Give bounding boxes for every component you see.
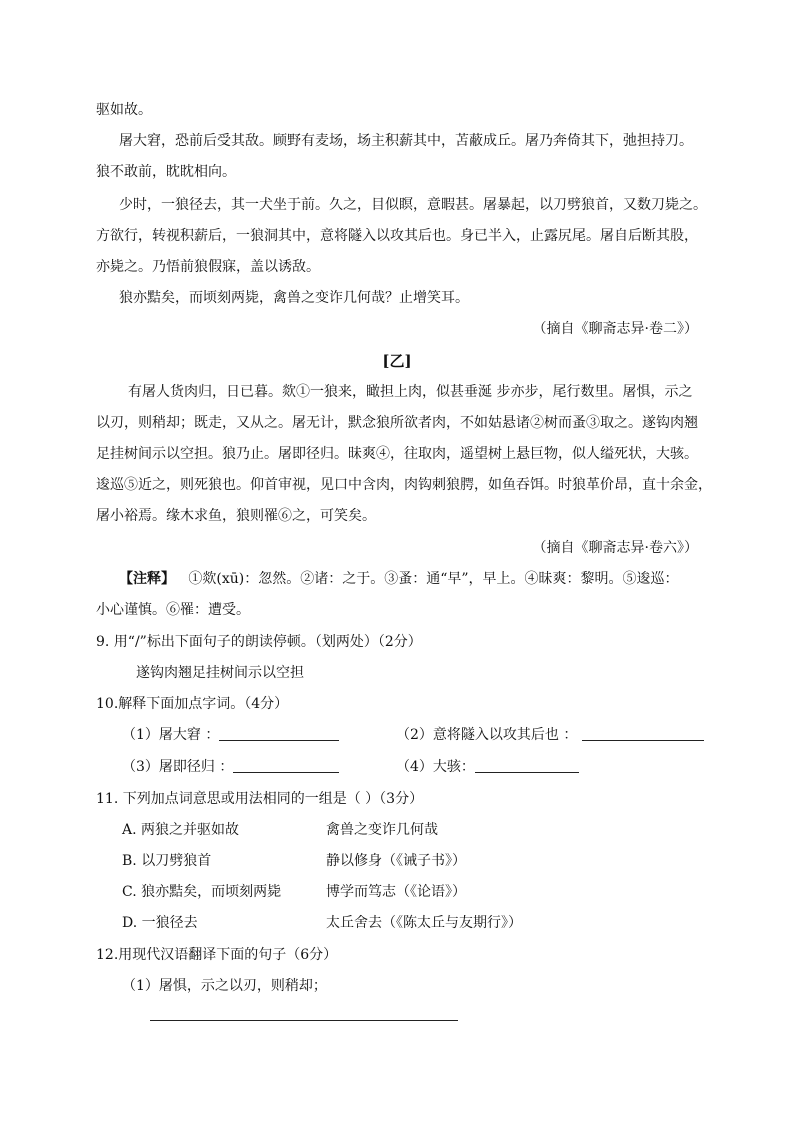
question-11-option (0, 852, 794, 872)
question-10-item (396, 726, 704, 744)
option-right: 禽兽之变诈几何哉 (326, 822, 438, 838)
option-right: 太丘舍去（《陈太丘与友期行》） (326, 915, 522, 931)
answer-blank[interactable] (219, 726, 339, 741)
passage-b-line: 屠小裕焉。缘木求鱼，狼则罹⑥之，可笑矣。 (96, 508, 376, 524)
answer-blank[interactable] (475, 758, 579, 773)
question-10-item (396, 758, 579, 776)
question-10-item-label: （4）大骇： (396, 759, 475, 775)
answer-blank[interactable] (582, 726, 704, 741)
option-left: D. 一狼径去 (122, 915, 198, 931)
question-10-item (122, 758, 339, 776)
passage-b-heading: [乙] (382, 352, 412, 370)
answer-blank[interactable] (233, 758, 339, 773)
notes-line: 小心谨慎。⑥罹：遭受。 (96, 602, 250, 618)
question-11-option (0, 821, 794, 841)
passage-b-line: 足挂树间示以空担。狼乃止。屠即径归。昧爽④，往取肉，遥望树上悬巨物，似人缢死状，大骇。 (96, 446, 698, 462)
passage-a-line: 狼不敢前，眈眈相向。 (96, 164, 236, 180)
passage-b-line: 逡巡⑤近之，则死狼也。仰首审视，见口中含肉，肉钩刺狼腭，如鱼吞饵。时狼革价昂，直十余金， (96, 477, 712, 493)
question-10-item-label: （2）意将隧入以攻其后也 ： (396, 727, 578, 743)
passage-a-source: （摘自《聊斋志异·卷二》） (532, 321, 698, 337)
question-10-item-label: （3）屠即径归 ： (122, 759, 234, 775)
question-10-prompt: 10.解释下面加点字词。（4分） (96, 696, 289, 712)
question-9-sentence: 遂钩肉翘足挂树间示以空担 (136, 665, 304, 681)
passage-a-line: 驱如故。 (96, 102, 152, 118)
notes-text: ①欻(xū)：忽然。②诸：之于。③蚤：通“早”，早上。④昧爽：黎明。⑤逡巡： (188, 571, 679, 587)
question-11-prompt: 11. 下列加点词意思或用法相同的一组是（ ）（3分） (96, 791, 424, 807)
question-12-prompt: 12.用现代汉语翻译下面的句子（6分） (96, 947, 338, 963)
question-10-row (0, 758, 794, 778)
question-11-option (0, 914, 794, 934)
question-10-item-label: （1）屠大窘 ： (122, 727, 220, 743)
notes-line (119, 570, 679, 588)
option-left: B. 以刀劈狼首 (122, 853, 212, 869)
question-10-item (122, 726, 339, 744)
option-right: 博学而笃志（《论语》） (326, 884, 466, 900)
passage-a-line: 狼亦黠矣，而顷刻两毙，禽兽之变诈几何哉？止增笑耳。 (119, 290, 469, 306)
passage-a-line: 亦毙之。乃悟前狼假寐，盖以诱敌。 (96, 259, 320, 275)
answer-line[interactable] (150, 1020, 458, 1021)
question-10-row (0, 726, 794, 746)
question-11-option (0, 883, 794, 903)
option-right: 静以修身（《诫子书》） (326, 853, 466, 869)
passage-b-source: （摘自《聊斋志异·卷六》） (532, 540, 698, 556)
passage-a-line: 方欲行，转视积薪后，一狼洞其中，意将隧入以攻其后也。身已半入，止露尻尾。屠自后断其股， (96, 228, 698, 244)
passage-b-line: 以刃，则稍却；既走，又从之。屠无计，默念狼所欲者肉，不如姑悬诸②树而蚤③取之。遂钩肉翘 (96, 415, 698, 431)
question-12-item: （1）屠惧，示之以刃，则稍却； (122, 978, 327, 994)
option-left: C. 狼亦黠矣，而顷刻两毙 (122, 884, 282, 900)
passage-a-line: 屠大窘，恐前后受其敌。顾野有麦场，场主积薪其中，苫蔽成丘。屠乃奔倚其下，弛担持刀。 (119, 133, 693, 149)
question-9-prompt: 9. 用“/”标出下面句子的朗读停顿。（划两处）（2分） (96, 634, 422, 650)
passage-b-line: 有屠人货肉归，日已暮。欻①一狼来，瞰担上肉，似甚垂涎 步亦步，尾行数里。屠惧，示之 (128, 384, 693, 400)
option-left: A. 两狼之并驱如故 (122, 822, 240, 838)
passage-a-line: 少时，一狼径去，其一犬坐于前。久之，目似瞑，意暇甚。屠暴起，以刀劈狼首，又数刀毙之。 (119, 197, 707, 213)
notes-head: 【注释】 (119, 571, 175, 587)
